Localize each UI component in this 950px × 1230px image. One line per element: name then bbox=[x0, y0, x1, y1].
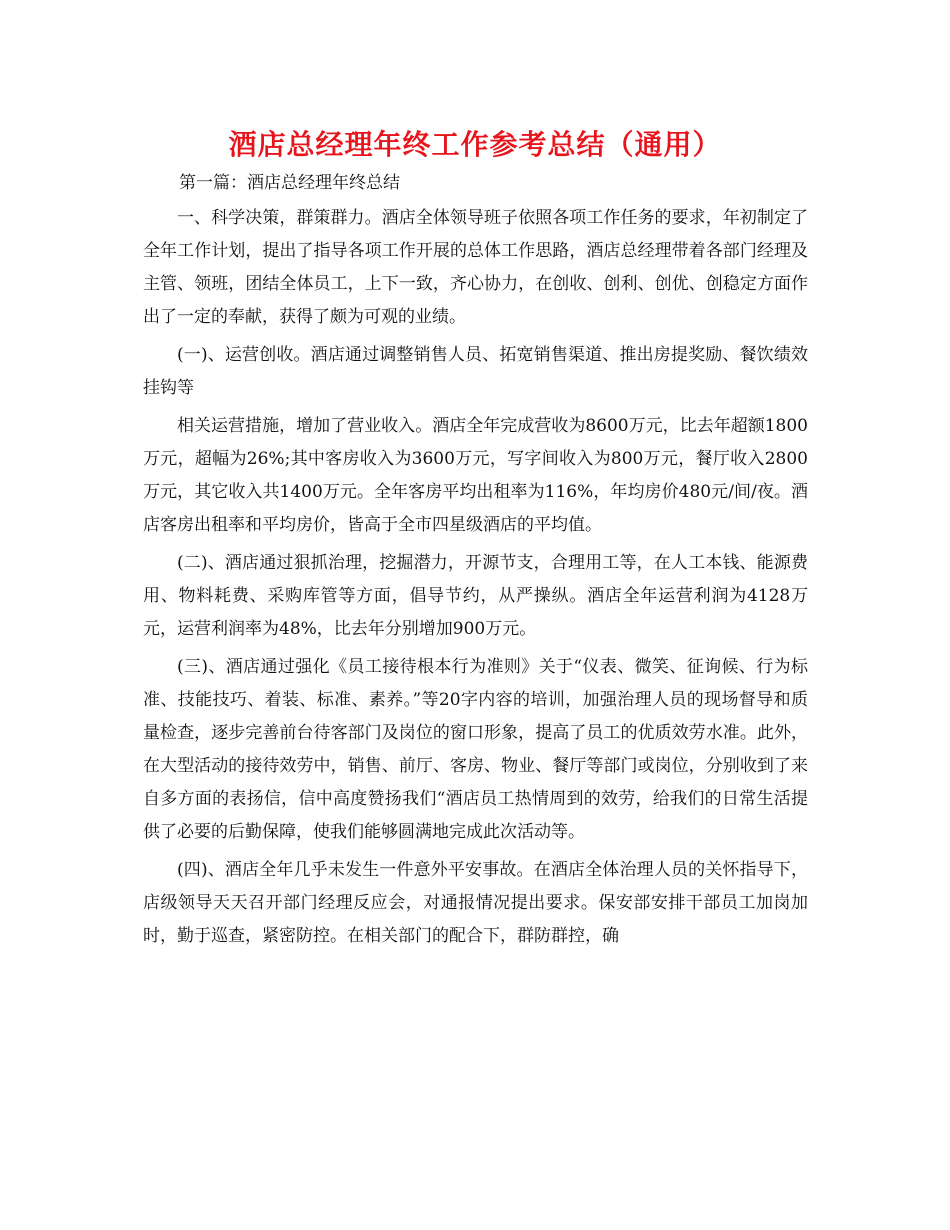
paragraph-2: (一)、运营创收。酒店通过调整销售人员、拓宽销售渠道、推出房提奖励、餐饮绩效挂钩等 bbox=[143, 345, 808, 398]
paragraph-6: (四)、酒店全年几乎未发生一件意外平安事故。在酒店全体治理人员的关怀指导下，店级领导天天召开部门经理反应会，对通报情况提出要求。保安部安排干部员工加岗加时，勤于巡查，紧密防控。在相关部门的配合下，群防群控，确 bbox=[143, 860, 808, 946]
paragraph-3: 相关运营措施，增加了营业收入。酒店全年完成营收为8600万元，比去年超额1800万元，超幅为26%;其中客房收入为3600万元，写字间收入为800万元，餐厅收入2800万元，其它收入共1400万元。全年客房平均出租率为116%，年均房价480元/间/夜。酒店客房出租率和平均房价，皆高于全市四星级酒店的平均值。 bbox=[143, 416, 808, 535]
paragraph-4: (二)、酒店通过狠抓治理，挖掘潜力，开源节支，合理用工等，在人工本钱、能源费用、物料耗费、采购库管等方面，倡导节约，从严操纵。酒店全年运营利润为4128万元，运营利润率为48%，比去年分别增加900万元。 bbox=[143, 553, 808, 639]
section-heading: 第一篇：酒店总经理年终总结 bbox=[179, 173, 400, 193]
document-title: 酒店总经理年终工作参考总结（通用） bbox=[228, 128, 722, 161]
paragraph-5: (三)、酒店通过强化《员工接待根本行为准则》关于“仪表、微笑、征询候、行为标准、技能技巧、着装、标准、素养。”等20字内容的培训，加强治理人员的现场督导和质量检查，逐步完善前台待客部门及岗位的窗口形象，提高了员工的优质效劳水准。此外，在大型活动的接待效劳中，销售、前厅、客房、物业、餐厅等部门或岗位，分别收到了来自多方面的表扬信，信中高度赞扬我们“酒店员工热情周到的效劳，给我们的日常生活提供了必要的后勤保障，使我们能够圆满地完成此次活动等。 bbox=[143, 657, 808, 842]
document-body bbox=[143, 168, 808, 958]
paragraph-1: 一、科学决策，群策群力。酒店全体领导班子依照各项工作任务的要求，年初制定了全年工作计划，提出了指导各项工作开展的总体工作思路，酒店总经理带着各部门经理及主管、领班，团结全体员工，上下一致，齐心协力，在创收、创利、创优、创稳定方面作出了一定的奉献，获得了颇为可观的业绩。 bbox=[143, 208, 808, 327]
